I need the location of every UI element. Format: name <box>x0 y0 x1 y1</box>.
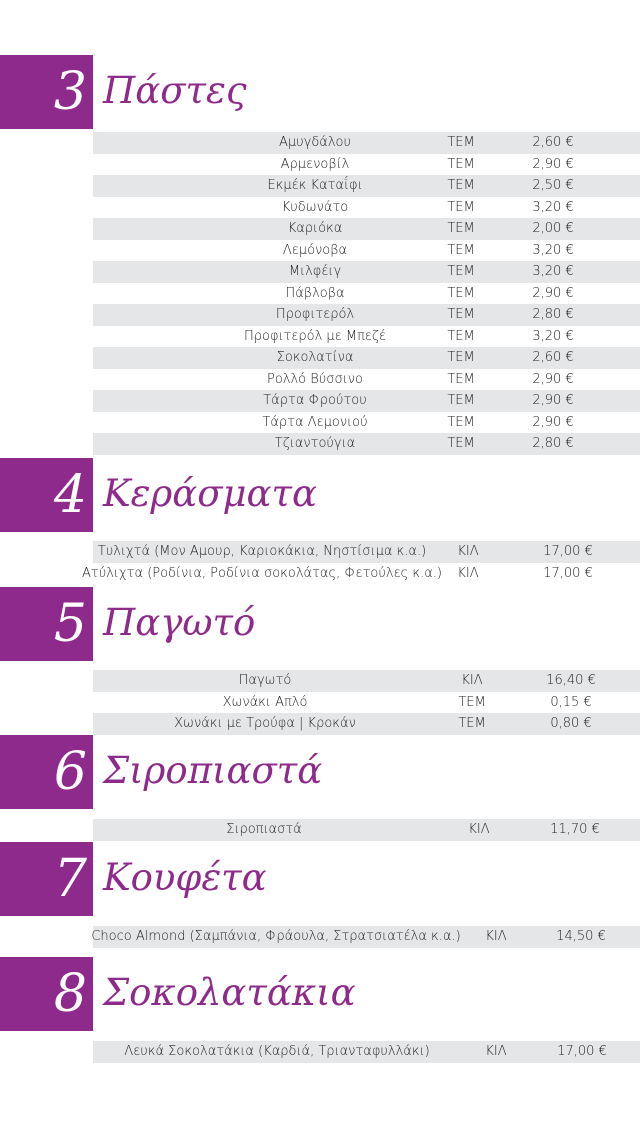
section-pagoto <box>0 587 640 731</box>
menu-item-row <box>93 240 640 262</box>
item-unit: ΚΙΛ <box>468 822 490 837</box>
menu-item-row <box>93 819 640 841</box>
item-price: 17,00 € <box>543 544 593 559</box>
section-siropiasta <box>0 735 640 837</box>
menu-item-row <box>93 926 640 948</box>
item-name: Τάρτα Λεμονιού <box>262 414 368 430</box>
item-name: Λευκά Σοκολατάκια (Καρδιά, Τριανταφυλλάκι) <box>124 1044 430 1059</box>
item-price: 17,00 € <box>543 565 593 581</box>
section-header <box>0 842 640 916</box>
item-price: 2,90 € <box>532 414 574 430</box>
item-unit: ΚΙΛ <box>457 544 479 559</box>
menu-item-row <box>93 218 640 240</box>
section-header <box>0 587 640 661</box>
section-title: Κουφέτα <box>103 856 267 899</box>
menu-item-row <box>93 132 640 154</box>
menu-item-row <box>93 412 640 434</box>
item-unit: ΤΕΜ <box>447 285 475 301</box>
menu-item-row <box>93 692 640 714</box>
item-unit: ΚΙΛ <box>461 673 483 688</box>
section-header <box>0 458 640 532</box>
item-unit: ΤΕΜ <box>447 350 475 365</box>
item-price: 2,90 € <box>532 371 574 387</box>
item-price: 2,80 € <box>532 307 574 322</box>
item-name: Τάρτα Φρούτου <box>263 393 367 408</box>
item-unit: ΤΕΜ <box>458 716 486 731</box>
item-unit: ΤΕΜ <box>447 135 475 150</box>
item-name: Σοκολατίνα <box>276 350 354 365</box>
item-price: 3,20 € <box>532 264 574 279</box>
section-kerasmata <box>0 458 640 581</box>
item-unit: ΤΕΜ <box>447 156 475 172</box>
section-sokolatakia <box>0 957 640 1059</box>
menu-list <box>93 1041 640 1063</box>
item-unit: ΤΕΜ <box>447 178 475 193</box>
item-unit: ΤΕΜ <box>458 694 486 710</box>
section-number: 6 <box>53 742 87 802</box>
menu-item-row <box>93 670 640 692</box>
menu-list <box>93 132 640 455</box>
menu-list <box>82 541 640 584</box>
section-number: 4 <box>53 465 87 525</box>
item-price: 2,90 € <box>532 285 574 301</box>
item-unit: ΤΕΜ <box>447 414 475 430</box>
section-number-box <box>0 458 93 532</box>
item-unit: ΤΕΜ <box>447 436 475 451</box>
item-price: 3,20 € <box>532 199 574 215</box>
menu-item-row <box>93 1041 640 1063</box>
item-unit: ΚΙΛ <box>485 1044 507 1059</box>
item-name: Εκμέκ Καταΐφι <box>267 178 363 193</box>
section-number-box <box>0 735 93 809</box>
section-title: Σοκολατάκια <box>103 971 356 1014</box>
menu-item-row <box>93 713 640 735</box>
item-unit: ΤΕΜ <box>447 328 475 344</box>
item-price: 3,20 € <box>532 242 574 258</box>
menu-item-row <box>82 563 640 585</box>
item-price: 11,70 € <box>550 822 600 837</box>
item-name: Λεμόνοβα <box>282 242 348 258</box>
item-unit: ΤΕΜ <box>447 199 475 215</box>
section-number: 3 <box>53 62 87 122</box>
item-name: Χωνάκι με Τρούφα | Κροκάν <box>174 716 356 731</box>
item-price: 14,50 € <box>556 929 606 944</box>
item-price: 2,60 € <box>532 350 574 365</box>
item-name: Κυδωνάτο <box>281 199 349 215</box>
menu-item-row <box>93 283 640 305</box>
menu-list <box>93 670 640 735</box>
item-price: 2,90 € <box>532 393 574 408</box>
item-price: 2,50 € <box>532 178 574 193</box>
menu-item-row <box>93 326 640 348</box>
menu-list <box>93 926 640 948</box>
section-number-box <box>0 957 93 1031</box>
section-pastes <box>0 55 640 451</box>
section-title: Κεράσματα <box>103 472 317 515</box>
menu-item-row <box>93 369 640 391</box>
item-name: Μιλφέιγ <box>288 264 342 279</box>
item-unit: ΤΕΜ <box>447 307 475 322</box>
item-unit: ΚΙΛ <box>485 929 507 944</box>
section-title: Σιροπιαστά <box>103 749 323 792</box>
item-name: Προφιτερόλ με Μπεζέ <box>243 328 387 344</box>
menu-item-row <box>93 304 640 326</box>
item-price: 17,00 € <box>557 1044 607 1059</box>
menu-item-row <box>93 175 640 197</box>
section-header <box>0 957 640 1031</box>
item-name: Τυλιχτά (Μον Αμουρ, Καριοκάκια, Νηστίσιμα κ.α.) <box>97 544 427 559</box>
item-name: Χωνάκι Απλό <box>222 694 308 710</box>
section-number-box <box>0 842 93 916</box>
section-number-box <box>0 55 93 129</box>
item-unit: ΚΙΛ <box>457 565 479 581</box>
item-price: 3,20 € <box>532 328 574 344</box>
item-name: Καριόκα <box>287 221 343 236</box>
item-unit: ΤΕΜ <box>447 371 475 387</box>
menu-item-row <box>93 261 640 283</box>
item-name: Τζιαντούγια <box>274 436 356 451</box>
item-name: Choco Almond (Σαμπάνια, Φράουλα, Στρατσιατέλα κ.α.) <box>91 929 461 944</box>
item-name: Ατύλιχτα (Ροδίνια, Ροδίνια σοκολάτας, Φετούλες κ.α.) <box>82 565 442 581</box>
section-number: 8 <box>53 964 87 1024</box>
section-number: 7 <box>53 849 87 909</box>
section-title: Πάστες <box>103 69 247 112</box>
section-header <box>0 735 640 809</box>
item-name: Ρολλό Βύσσινο <box>266 371 364 387</box>
section-number-box <box>0 587 93 661</box>
item-name: Σιροπιαστά <box>226 822 302 837</box>
item-unit: ΤΕΜ <box>447 221 475 236</box>
menu-item-row <box>93 154 640 176</box>
section-header <box>0 55 640 129</box>
section-number: 5 <box>53 594 87 654</box>
item-price: 0,80 € <box>550 716 592 731</box>
menu-item-row <box>93 390 640 412</box>
menu-item-row <box>93 433 640 455</box>
item-price: 2,60 € <box>532 135 574 150</box>
item-unit: ΤΕΜ <box>447 242 475 258</box>
item-name: Πάβλοβα <box>285 285 345 301</box>
item-name: Αμυγδάλου <box>278 135 352 150</box>
menu-item-row <box>93 197 640 219</box>
menu-list <box>93 819 640 841</box>
menu-item-row <box>93 541 640 563</box>
section-koufeta <box>0 842 640 944</box>
item-name: Αρμενοβίλ <box>280 156 350 172</box>
item-price: 0,15 € <box>550 694 592 710</box>
item-name: Παγωτό <box>238 673 292 688</box>
section-title: Παγωτό <box>103 601 256 644</box>
menu-item-row <box>93 347 640 369</box>
item-unit: ΤΕΜ <box>447 264 475 279</box>
item-price: 2,00 € <box>532 221 574 236</box>
item-unit: ΤΕΜ <box>447 393 475 408</box>
item-price: 2,80 € <box>532 436 574 451</box>
item-price: 16,40 € <box>546 673 596 688</box>
item-name: Προφιτερόλ <box>275 307 355 322</box>
item-price: 2,90 € <box>532 156 574 172</box>
